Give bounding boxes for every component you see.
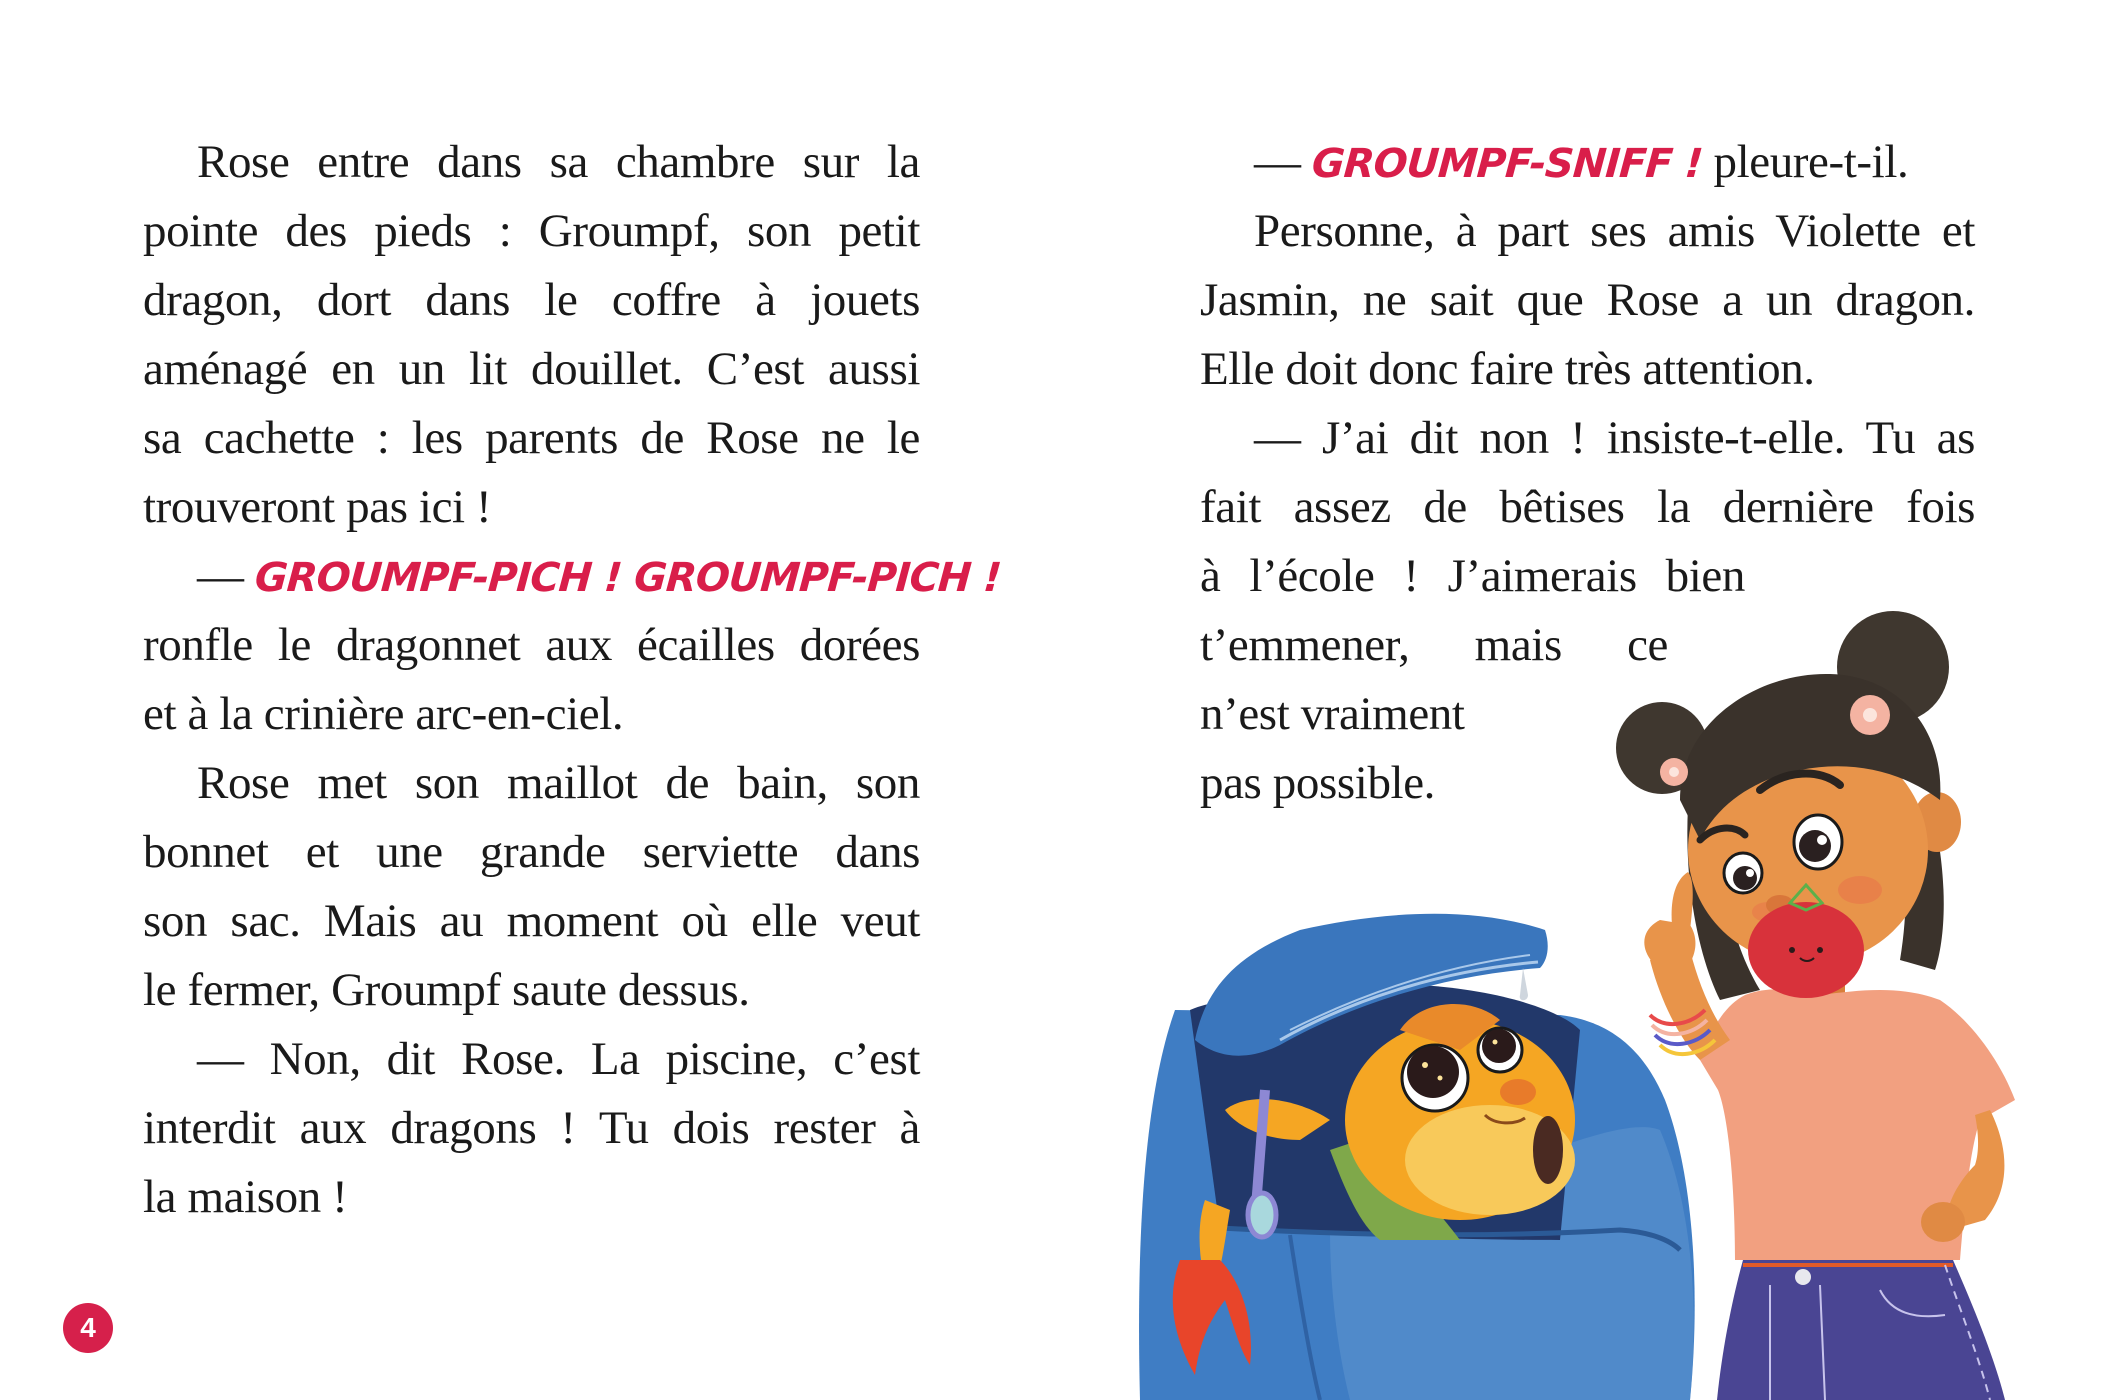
text-line: et à la crinière arc-en-ciel. [143, 688, 624, 740]
text-line: n’est vraiment [1200, 688, 1465, 740]
text-line: Jasmin, ne sait que Rose a un dragon. [1200, 274, 1975, 326]
text-line: t’emmener, mais ce [1200, 619, 1668, 671]
text-line: — J’ai dit non ! insiste-t-elle. Tu as [1254, 412, 1975, 464]
text-line: son sac. Mais au moment où elle veut [143, 895, 920, 947]
sound-effect-text: GROUMPF-PICH ! GROUMPF-PICH ! [253, 555, 1003, 601]
text-line [143, 542, 1003, 611]
text-line: Rose met son maillot de bain, son [197, 757, 920, 809]
text-line: la maison ! [143, 1171, 348, 1223]
dialogue-dash: — [197, 550, 244, 602]
text-line: pointe des pieds : Groumpf, son petit [143, 205, 920, 257]
text-line: pas possible. [1200, 757, 1436, 809]
text-line: dragon, dort dans le coffre à jouets [143, 274, 920, 326]
text-line: le fermer, Groumpf saute dessus. [143, 964, 750, 1016]
dialogue-tag: pleure-t-il. [1713, 136, 1909, 188]
right-page [1056, 0, 2112, 1400]
text-line: sa cachette : les parents de Rose ne le [143, 412, 920, 464]
text-line: interdit aux dragons ! Tu dois rester à [143, 1102, 920, 1154]
text-line: ronfle le dragonnet aux écailles dorées [143, 619, 920, 671]
text-line: à l’école ! J’aimerais bien [1200, 550, 1745, 602]
text-line: fait assez de bêtises la dernière fois [1200, 481, 1975, 533]
text-line: Personne, à part ses amis Violette et [1254, 205, 1975, 257]
text-line: aménagé en un lit douillet. C’est aussi [143, 343, 920, 395]
dialogue-dash: — [1254, 136, 1301, 188]
text-line: Elle doit donc faire très attention. [1200, 343, 1815, 395]
text-line: trouveront pas ici ! [143, 481, 492, 533]
page-number-badge: 4 [63, 1303, 113, 1353]
text-line: — Non, dit Rose. La piscine, c’est [197, 1033, 920, 1085]
sound-effect-text: GROUMPF-SNIFF ! [1310, 141, 1704, 187]
text-line: Rose entre dans sa chambre sur la [197, 136, 920, 188]
text-line [1200, 128, 1975, 197]
text-line: bonnet et une grande serviette dans [143, 826, 920, 878]
